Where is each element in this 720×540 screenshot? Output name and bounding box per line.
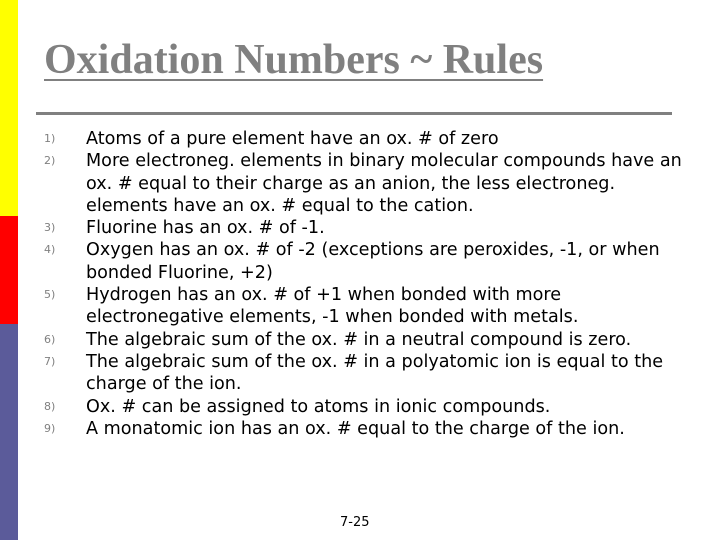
- rule-text: The algebraic sum of the ox. # in a neutral compound is zero.: [86, 329, 632, 350]
- rule-text: Hydrogen has an ox. # of +1 when bonded with more electronegative elements, -1 when bonded with metals.: [86, 285, 579, 328]
- slide-title: Oxidation Numbers ~ Rules: [44, 37, 544, 83]
- rule-text: Ox. # can be assigned to atoms in ionic compounds.: [86, 396, 551, 417]
- rule-item: [44, 239, 684, 284]
- rule-item: [44, 150, 684, 217]
- rule-item: [44, 329, 684, 351]
- left-stripe-yellow: [0, 0, 18, 216]
- rule-number: 1): [44, 132, 56, 145]
- rule-number: 5): [44, 288, 56, 302]
- rules-list: [44, 128, 684, 440]
- rule-item: [44, 418, 684, 440]
- rule-number: 9): [44, 421, 56, 435]
- rule-item: [44, 396, 684, 418]
- rule-number: 6): [44, 332, 56, 346]
- title-divider: [36, 112, 672, 115]
- rule-number: 7): [44, 354, 56, 368]
- rule-text: Oxygen has an ox. # of -2 (exceptions are peroxides, -1, or when bonded Fluorine, +2): [86, 240, 660, 283]
- rule-item: [44, 351, 684, 396]
- rule-item: [44, 217, 684, 239]
- left-stripe-blue: [0, 324, 18, 540]
- rule-text: A monatomic ion has an ox. # equal to the charge of the ion.: [86, 418, 625, 439]
- rule-number: 2): [44, 154, 56, 168]
- rule-text: More electroneg. elements in binary molecular compounds have an ox. # equal to their charge as an anion, the less electroneg. elements have an ox. # equal to the cation.: [86, 151, 682, 216]
- left-stripe-red: [0, 216, 18, 324]
- rule-number: 4): [44, 243, 56, 257]
- rule-text: The algebraic sum of the ox. # in a polyatomic ion is equal to the charge of the ion.: [86, 351, 664, 395]
- rule-text: Fluorine has an ox. # of -1.: [86, 218, 325, 239]
- rule-item: [44, 128, 684, 150]
- rule-number: 3): [44, 221, 56, 235]
- slide-number: 7-25: [340, 515, 370, 530]
- rule-item: [44, 284, 684, 329]
- rule-number: 8): [44, 399, 56, 413]
- rule-text: Atoms of a pure element have an ox. # of zero: [86, 129, 499, 149]
